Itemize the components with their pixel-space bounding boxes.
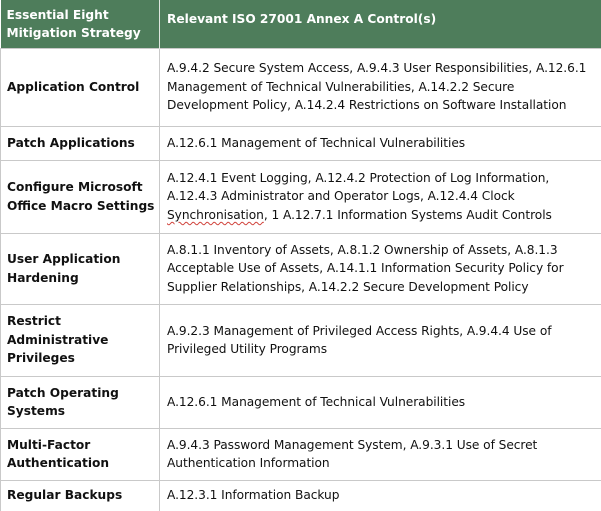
strategy-cell: User Application Hardening [1,233,160,304]
strategy-cell: Patch Applications [1,126,160,160]
table-row [1,160,601,233]
table-row [1,376,601,428]
controls-cell: A.12.3.1 Information Backup [160,480,601,511]
controls-cell [160,160,601,233]
controls-cell: A.8.1.1 Inventory of Assets, A.8.1.2 Ownership of Assets, A.8.1.3 Acceptable Use of Assets, A.14.1.1 Information Security Policy for Supplier Relationships, A.14.2.2 Secure Development Policy [160,233,601,304]
strategy-cell: Regular Backups [1,480,160,511]
controls-cell: A.12.6.1 Management of Technical Vulnerabilities [160,126,601,160]
table-row [1,233,601,304]
controls-cell: A.9.4.3 Password Management System, A.9.3.1 Use of Secret Authentication Information [160,428,601,480]
controls-text-part1: A.12.4.1 Event Logging, A.12.4.2 Protection of Log Information, A.12.4.3 Administrator and Operator Logs, A.12.4.4 Clock [167,170,550,204]
spellcheck-flagged-word: Synchronisation [167,207,264,222]
strategy-cell: Patch Operating Systems [1,376,160,428]
controls-text-part2: , 1 A.12.7.1 Information Systems Audit Controls [263,207,552,222]
table-row [1,48,601,126]
table-row [1,480,601,511]
header-controls: Relevant ISO 27001 Annex A Control(s) [160,0,601,48]
strategy-cell: Restrict Administrative Privileges [1,304,160,376]
strategy-cell: Multi-Factor Authentication [1,428,160,480]
controls-cell: A.9.2.3 Management of Privileged Access Rights, A.9.4.4 Use of Privileged Utility Programs [160,304,601,376]
header-row [1,0,601,48]
table-row [1,428,601,480]
header-strategy: Essential Eight Mitigation Strategy [1,0,160,48]
table-row [1,304,601,376]
strategy-cell: Configure Microsoft Office Macro Settings [1,160,160,233]
strategy-cell: Application Control [1,48,160,126]
controls-cell: A.9.4.2 Secure System Access, A.9.4.3 User Responsibilities, A.12.6.1 Management of Technical Vulnerabilities, A.14.2.2 Secure Development Policy, A.14.2.4 Restrictions on Software Installation [160,48,601,126]
controls-cell: A.12.6.1 Management of Technical Vulnerabilities [160,376,601,428]
table-row [1,126,601,160]
